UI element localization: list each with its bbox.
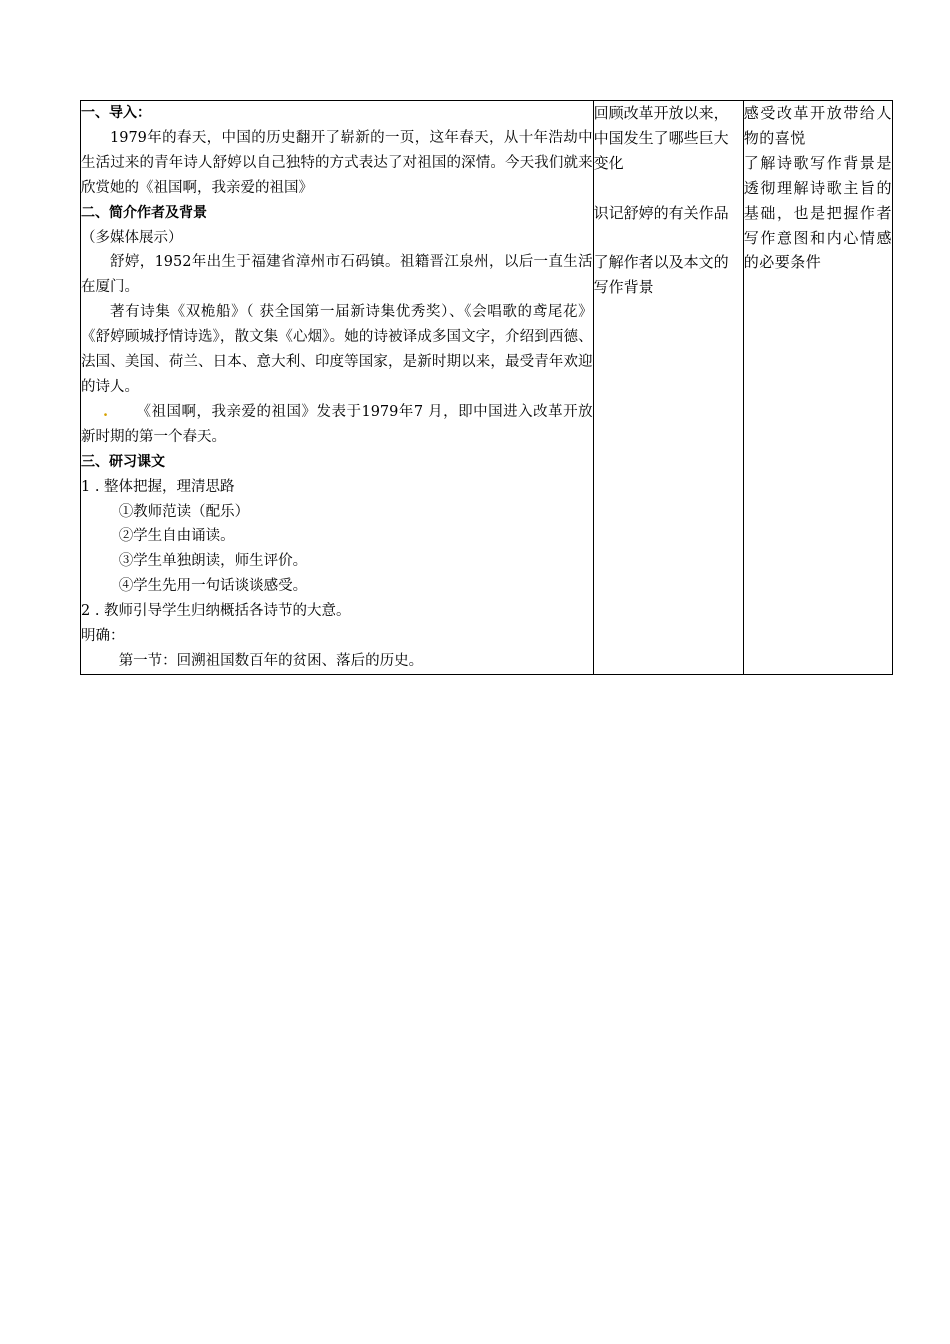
- publication-text: 《祖国啊，我亲爱的祖国》发表于1979年7 月，即中国进入改革开放新时期的第一个春天。: [81, 403, 593, 445]
- section-one-summary: 第一节：回溯祖国数百年的贫困、落后的历史。: [118, 652, 424, 669]
- lesson-plan-table: [80, 100, 893, 675]
- multimedia-note: （多媒体展示）: [81, 229, 183, 246]
- study-subitem: ②学生自由诵读。: [118, 528, 235, 545]
- publication-paragraph: [81, 400, 593, 450]
- activity-note-3: 了解作者以及本文的写作背景: [593, 253, 729, 297]
- study-subitem: ①教师范读（配乐）: [118, 503, 250, 520]
- study-subitem: ③学生单独朗读，师生评价。: [118, 553, 308, 570]
- section-title-intro: 一、导入：: [81, 105, 151, 121]
- author-bio-paragraph: 舒婷，1952年出生于福建省漳州市石码镇。祖籍晋江泉州，以后一直生活在厦门。: [81, 254, 593, 296]
- study-subitem: ④学生先用一句话谈谈感受。: [118, 578, 308, 595]
- section-title-author: 二、简介作者及背景: [81, 204, 207, 221]
- study-item-2: 2 . 教师引导学生归纳概括各诗节的大意。: [81, 603, 351, 620]
- design-intent-cell: [743, 101, 892, 675]
- intent-note-2: 了解诗歌写作背景是透彻理解诗歌主旨的基础，也是把握作者写作意图和内心情感的必要条件: [743, 153, 892, 272]
- student-activity-cell: [593, 101, 743, 675]
- bullet-dot: .: [103, 402, 109, 420]
- activity-note-1: 回顾改革开放以来，中国发生了哪些巨大变化: [593, 104, 729, 172]
- section-title-study: 三、研习课文: [81, 453, 165, 470]
- intro-paragraph: 1979年的春天，中国的历史翻开了崭新的一页，这年春天，从十年浩劫中生活过来的青年诗人舒婷以自己独特的方式表达了对祖国的深情。今天我们就来欣赏她的《祖国啊，我亲爱的祖国》: [81, 129, 593, 196]
- study-item-1: 1 . 整体把握，理清思路: [81, 478, 235, 495]
- works-paragraph: 著有诗集《双桅船》（ 获全国第一届新诗集优秀奖）、《会唱歌的鸢尾花》《舒婷顾城抒情诗选》，散文集《心烟》。她的诗被译成多国文字，介绍到西德、法国、美国、荷兰、日本、意大利、印度等国家，是新时期以来，最受青年欢迎的诗人。: [81, 304, 593, 395]
- teaching-process-cell: [81, 101, 594, 675]
- activity-note-2: 识记舒婷的有关作品: [593, 203, 729, 222]
- table-row: [81, 101, 893, 675]
- intent-note-1: 感受改革开放带给人物的喜悦: [743, 104, 892, 147]
- clarify-label: 明确：: [81, 628, 125, 645]
